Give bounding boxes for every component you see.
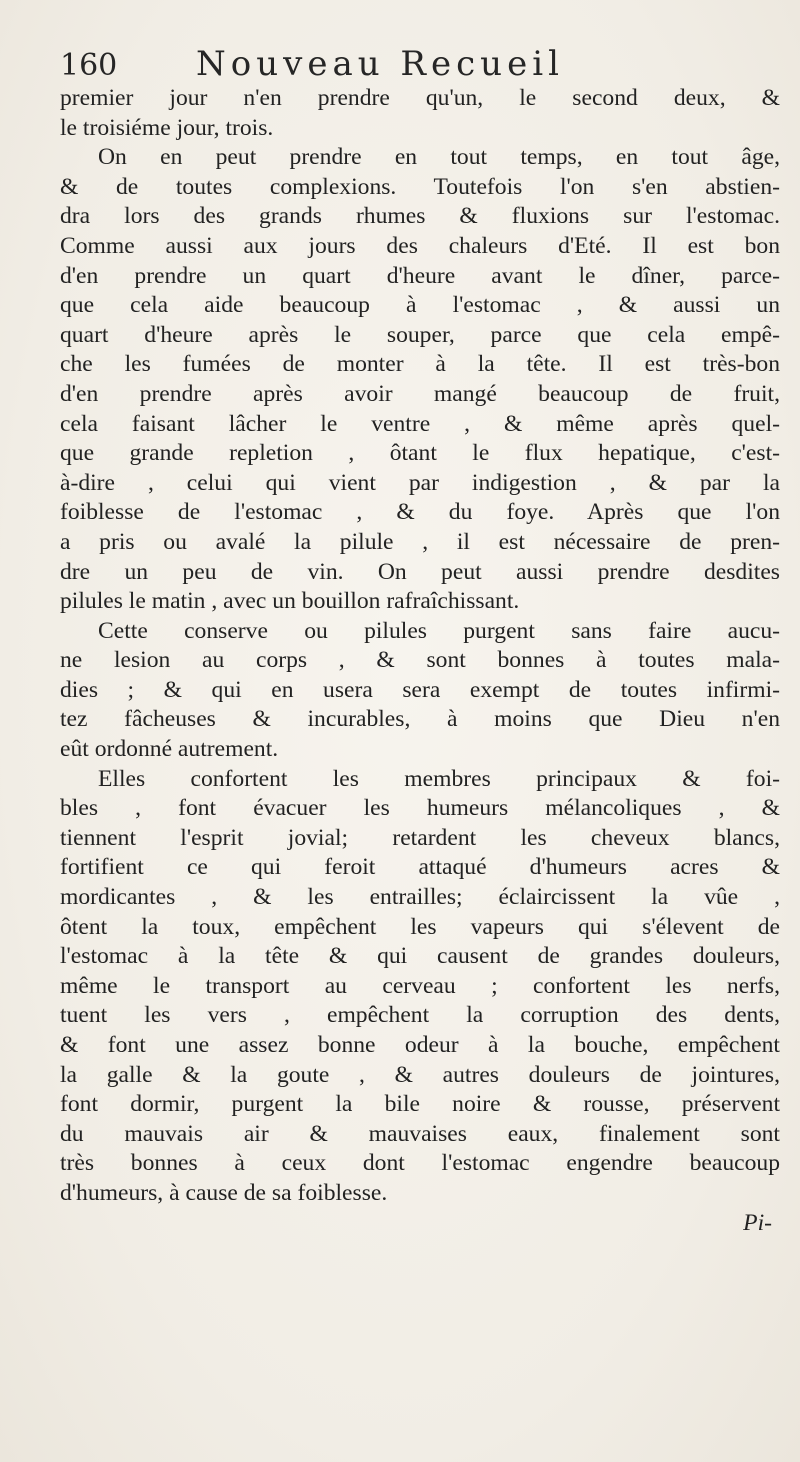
text-line: ôtent la toux, empêchent les vapeurs qui s'élevent de — [60, 913, 780, 940]
text-line: le troisiéme jour, trois. — [60, 114, 274, 141]
text-line: tuent les vers , empêchent la corruption des dents, — [60, 1002, 780, 1029]
text-line: foiblesse de l'estomac , & du foye. Après que l'on — [60, 499, 780, 526]
text-line: On en peut prendre en tout temps, en tout âge, — [98, 144, 780, 171]
text-line: quart d'heure après le souper, parce que cela empê- — [60, 321, 780, 348]
page-header — [60, 42, 620, 88]
text-line: a pris ou avalé la pilule , il est nécessaire de pren- — [60, 528, 780, 555]
running-head: Nouveau Recueil — [196, 44, 564, 84]
text-line: même le transport au cerveau ; confortent les nerfs, — [60, 972, 780, 999]
text-line: tiennent l'esprit jovial; retardent les cheveux blancs, — [60, 824, 780, 851]
text-line: très bonnes à ceux dont l'estomac engendre beaucoup — [60, 1150, 780, 1177]
text-line: eût ordonné autrement. — [60, 736, 279, 763]
text-line: d'en prendre un quart d'heure avant le dîner, parce- — [60, 262, 780, 289]
text-line: dre un peu de vin. On peut aussi prendre desdites — [60, 558, 780, 585]
text-line: tez fâcheuses & incurables, à moins que Dieu n'en — [60, 706, 780, 733]
text-line: dra lors des grands rhumes & fluxions sur l'estomac. — [60, 203, 780, 230]
text-line: cela faisant lâcher le ventre , & même après quel- — [60, 410, 780, 437]
text-line: premier jour n'en prendre qu'un, le second deux, & — [60, 85, 780, 111]
page-number: 160 — [60, 48, 118, 83]
text-line: la galle & la goute , & autres douleurs de jointures, — [60, 1061, 780, 1088]
text-line: que grande repletion , ôtant le flux hepatique, c'est- — [60, 440, 780, 467]
text-line: che les fumées de monter à la tête. Il est très-bon — [60, 351, 780, 378]
text-line: du mauvais air & mauvaises eaux, finalement sont — [60, 1120, 780, 1147]
text-line: & de toutes complexions. Toutefois l'on s'en abstien- — [60, 173, 780, 200]
text-line: l'estomac à la tête & qui causent de grandes douleurs, — [60, 943, 780, 970]
body-text — [60, 84, 780, 1238]
text-line: ne lesion au corps , & sont bonnes à toutes mala- — [60, 647, 780, 674]
text-line: bles , font évacuer les humeurs mélancoliques , & — [60, 795, 780, 822]
catchword: Pi- — [743, 1209, 772, 1236]
text-line: Cette conserve ou pilules purgent sans faire aucu- — [98, 617, 780, 644]
text-line: à-dire , celui qui vient par indigestion , & par la — [60, 469, 780, 496]
text-line: pilules le matin , avec un bouillon rafraîchissant. — [60, 588, 520, 615]
text-line: dies ; & qui en usera sera exempt de toutes infirmi- — [60, 676, 780, 703]
text-line: font dormir, purgent la bile noire & rousse, préservent — [60, 1091, 780, 1118]
text-line: Elles confortent les membres principaux & foi- — [98, 765, 780, 792]
text-line: que cela aide beaucoup à l'estomac , & aussi un — [60, 292, 780, 319]
text-line: & font une assez bonne odeur à la bouche, empêchent — [60, 1032, 780, 1058]
text-line: fortifient ce qui feroit attaqué d'humeurs acres & — [60, 854, 780, 881]
text-line: mordicantes , & les entrailles; éclaircissent la vûe , — [60, 884, 780, 911]
text-line: Comme aussi aux jours des chaleurs d'Eté. Il est bon — [60, 232, 780, 259]
text-line: d'humeurs, à cause de sa foiblesse. — [60, 1179, 388, 1206]
text-line: d'en prendre après avoir mangé beaucoup de fruit, — [60, 380, 780, 407]
